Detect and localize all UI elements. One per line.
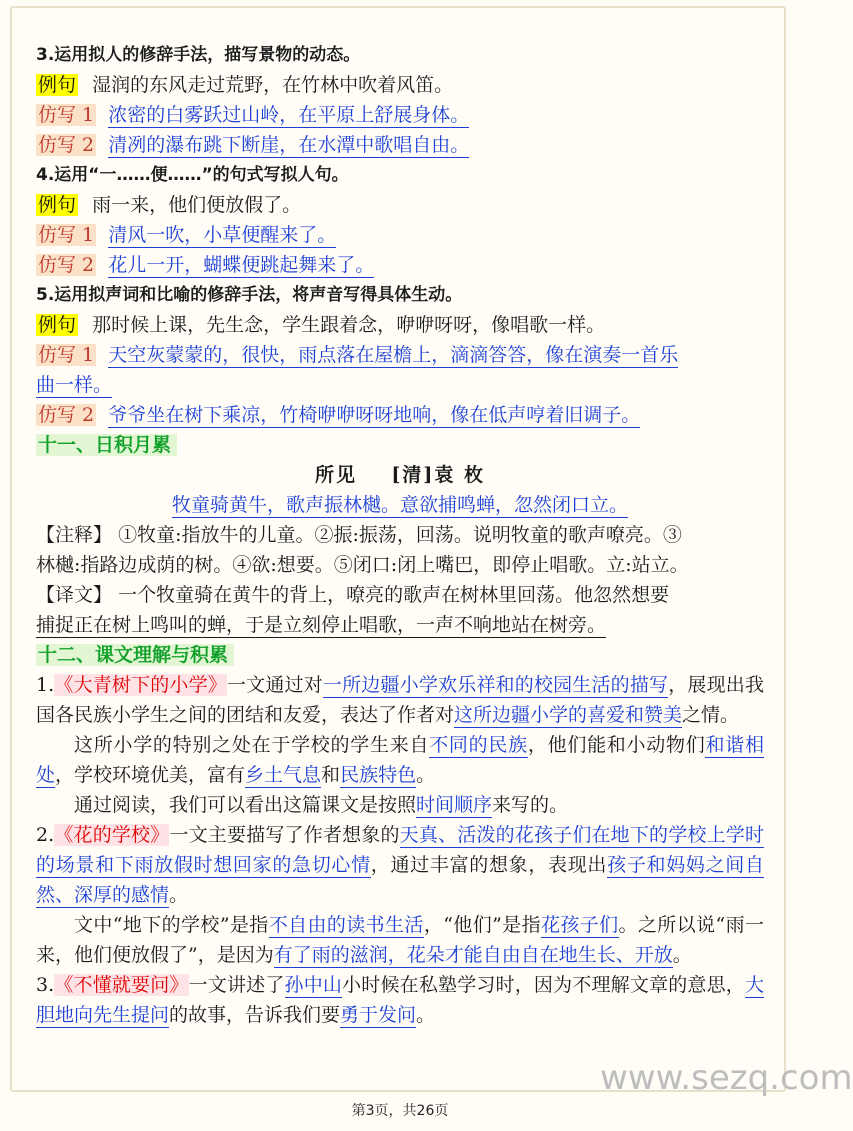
s3-imitation-2	[36, 130, 764, 160]
key-phrase: 大胆地向先生提问	[36, 974, 764, 1026]
s3-example	[36, 70, 764, 100]
key-phrase: 孩子和妈妈之间自然、深厚的感情	[36, 854, 764, 906]
s3-imitation-1	[36, 100, 764, 130]
example-text: 那时候上课，先生念，学生跟着念，咿咿呀呀，像唱歌一样。	[92, 314, 606, 336]
key-phrase: 有了雨的滋润，花朵才能自由自在地生长、开放	[273, 944, 673, 966]
translation-line-1	[36, 580, 764, 610]
text: ，展现出我国各民族小学生之间的团结和友爱，表达了作者对	[36, 674, 764, 726]
key-phrase: 天真、活泼的花孩子们在地下的学校上学时的场景和下雨放假时想回家的急切心情	[36, 824, 764, 876]
example-tag: 例句	[38, 194, 77, 216]
text: 一文讲述了	[188, 974, 285, 996]
s5-imitation-1	[36, 340, 764, 370]
notes-label: 【注释】	[36, 524, 113, 546]
example-text: 雨一来，他们便放假了。	[92, 194, 302, 216]
poem-title: 所见 [清]袁 枚	[314, 464, 486, 486]
lesson-3-summary	[36, 970, 764, 1030]
imitation-text: 曲一样。	[36, 374, 113, 396]
key-phrase: 花孩子们	[540, 914, 619, 936]
key-phrase: 时间顺序	[416, 794, 493, 816]
text: 和	[321, 764, 341, 786]
text: 一文主要描写了作者想象的	[169, 824, 400, 846]
document-body	[36, 40, 764, 1030]
key-phrase: 民族特色	[340, 764, 417, 786]
s5-example	[36, 310, 764, 340]
translation-label: 【译文】	[36, 584, 113, 606]
notes-text: ①牧童:指放牛的儿童。②振:振荡，回荡。说明牧童的歌声嘹亮。③	[118, 524, 682, 546]
item-number: 1.	[36, 674, 55, 696]
key-phrase: 不自由的读书生活	[268, 914, 424, 936]
translation-text: 捕捉正在树上鸣叫的蝉，于是立刻停止唱歌，一声不响地站在树旁。	[36, 614, 607, 636]
lesson-title: 《不懂就要问》	[54, 974, 189, 996]
notes-line-1	[36, 520, 764, 550]
text: 来写的。	[492, 794, 569, 816]
page-footer: 第3页，共26页	[351, 1103, 449, 1119]
text: 之情。	[682, 704, 740, 726]
section-title: 十一、日积月累	[36, 434, 177, 456]
section-12-heading	[36, 640, 764, 670]
text: ，“他们”是指	[423, 914, 541, 936]
s4-imitation-1	[36, 220, 764, 250]
key-phrase: 不同的民族	[429, 734, 528, 756]
translation-text: 一个牧童骑在黄牛的背上，嘹亮的歌声在树林里回荡。他忽然想要	[118, 584, 670, 606]
imitation-tag: 仿写 2	[38, 254, 95, 276]
example-text: 湿润的东风走过荒野，在竹林中吹着风笛。	[92, 74, 454, 96]
s5-imitation-2	[36, 400, 764, 430]
imitation-tag: 仿写 1	[38, 104, 95, 126]
text: ，通过丰富的想象，表现出	[370, 854, 608, 876]
translation-line-2	[36, 610, 764, 640]
example-tag: 例句	[38, 314, 77, 336]
text: 。	[416, 1004, 436, 1026]
imitation-text: 花儿一开，蝴蝶便跳起舞来了。	[108, 254, 375, 276]
section-title: 十二、课文理解与积累	[36, 644, 234, 666]
text: ，学校环境优美，富有	[55, 764, 246, 786]
key-phrase: 这所边疆小学的喜爱和赞美	[454, 704, 683, 726]
imitation-tag: 仿写 1	[38, 224, 95, 246]
imitation-text: 清冽的瀑布跳下断崖，在水潭中歌唱自由。	[108, 134, 470, 156]
imitation-tag: 仿写 1	[38, 344, 95, 366]
imitation-tag: 仿写 2	[38, 134, 95, 156]
lesson-1-detail	[36, 730, 764, 790]
imitation-text: 浓密的白雾跃过山岭，在平原上舒展身体。	[108, 104, 470, 126]
imitation-tag: 仿写 2	[38, 404, 95, 426]
text: 小时候在私塾学习时，因为不理解文章的意思，	[342, 974, 745, 996]
imitation-text: 爷爷坐在树下乘凉，竹椅咿咿呀呀地响，像在低声哼着旧调子。	[108, 404, 641, 426]
text: 。之所以说“雨一来，他们便放假了”，是因为	[36, 914, 764, 966]
lesson-title: 《花的学校》	[54, 824, 170, 846]
s4-heading: 4.运用“一……便……”的句式写拟人句。	[36, 165, 349, 185]
key-phrase: 孙中山	[284, 974, 343, 996]
imitation-text: 清风一吹，小草便醒来了。	[108, 224, 337, 246]
watermark: www.sezq.com	[600, 1058, 853, 1098]
s4-example	[36, 190, 764, 220]
example-tag: 例句	[38, 74, 77, 96]
key-phrase: 乡土气息	[245, 764, 322, 786]
item-number: 2.	[36, 824, 55, 846]
imitation-text: 天空灰蒙蒙的，很快，雨点落在屋檐上，滴滴答答，像在演奏一首乐	[108, 344, 679, 366]
key-phrase: 一所边疆小学欢乐祥和的校园生活的描写	[322, 674, 669, 696]
text: 这所小学的特别之处在于学校的学生来自	[74, 734, 430, 756]
text: 。	[416, 764, 436, 786]
item-number: 3.	[36, 974, 55, 996]
s4-imitation-2	[36, 250, 764, 280]
text: ，他们能和小动物们	[527, 734, 706, 756]
text: 的故事，告诉我们要	[169, 1004, 341, 1026]
lesson-title: 《大青树下的小学》	[54, 674, 227, 696]
text: 一文通过对	[226, 674, 323, 696]
s5-imitation-1-cont	[36, 370, 764, 400]
text: 。	[169, 884, 189, 906]
text: 。	[672, 944, 692, 966]
text: 通过阅读，我们可以看出这篇课文是按照	[74, 794, 417, 816]
text: 文中“地下的学校”是指	[74, 914, 269, 936]
notes-line-2: 林樾:指路边成荫的树。④欲:想要。⑤闭口:闭上嘴巴，即停止唱歌。立:站立。	[36, 554, 689, 576]
s5-heading: 5.运用拟声词和比喻的修辞手法，将声音写得具体生动。	[36, 285, 463, 305]
section-11-heading	[36, 430, 764, 460]
lesson-2-summary	[36, 820, 764, 910]
poem-text-line	[36, 490, 764, 520]
lesson-1-summary	[36, 670, 764, 730]
key-phrase: 和谐相处	[36, 734, 764, 786]
s3-heading: 3.运用拟人的修辞手法，描写景物的动态。	[36, 45, 361, 65]
poem-text: 牧童骑黄牛，歌声振林樾。意欲捕鸣蝉，忽然闭口立。	[171, 494, 628, 516]
key-phrase: 勇于发问	[340, 1004, 417, 1026]
lesson-1-order	[36, 790, 764, 820]
lesson-2-detail	[36, 910, 764, 970]
